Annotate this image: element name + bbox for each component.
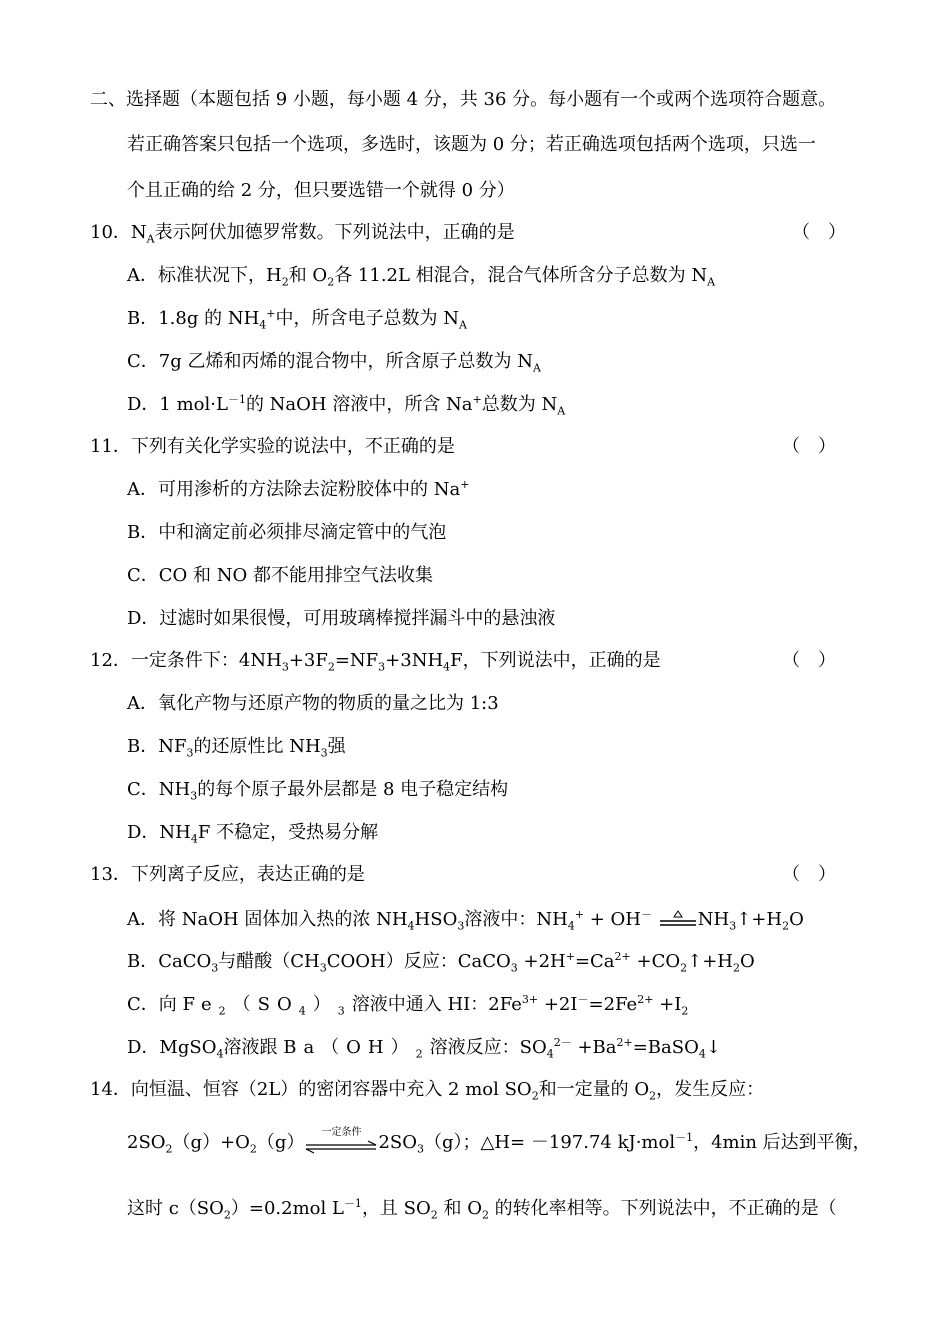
reversible-arrow: 一定条件 [304, 1130, 378, 1156]
answer-paren: （ ） [782, 650, 836, 671]
answer-paren: （ ） [792, 222, 846, 243]
q14-equation: $2SO_2(g)+O_2(g)$ 一定条件 $2SO_3(g)$；△H= －197.74 kJ·mol$^{-1}$，4min 后达到平衡， [127, 1127, 871, 1156]
q11-option-b: B．中和滴定前必须排尽滴定管中的气泡 [127, 522, 447, 543]
heat-equals-sign [658, 910, 698, 930]
q12-option-b: B．$NF_3$的还原性比 $NH_3$强 [127, 736, 346, 760]
question-12-stem: 12．一定条件下：$4NH_3+3F_2=NF_3+3NH_4F$，下列说法中，正确的是 [90, 650, 661, 674]
q13-option-b: B．CaCO$_3$与醋酸$(CH_3COOH)$反应：CaCO$_3$ $+2H^+=Ca^{2+}$ $+CO_2↑+H_2O$ [127, 950, 755, 975]
q12-option-c: C．$NH_3$的每个原子最外层都是 8 电子稳定结构 [127, 779, 509, 803]
q10-option-c: C．7g 乙烯和丙烯的混合物中，所含原子总数为 $N_A$ [127, 351, 541, 375]
q13-option-c: C．向 $Fe_2(SO_4)_3$溶液中通入 HI：$2Fe^{3+} +2I^-=2Fe^{2+} +I_2$ [127, 993, 689, 1018]
q12-option-a: A．氧化产物与还原产物的物质的量之比为 1:3 [127, 693, 499, 714]
q11-option-c: C．CO 和 NO 都不能用排空气法收集 [127, 565, 433, 586]
answer-paren: （ ） [782, 864, 836, 885]
question-11-stem: 11．下列有关化学实验的说法中，不正确的是 [90, 436, 455, 457]
q11-option-a: A．可用渗析的方法除去淀粉胶体中的 Na+ [127, 478, 470, 500]
question-13-stem: 13．下列离子反应，表达正确的是 [90, 864, 365, 885]
question-14-stem: 14．向恒温、恒容（2L）的密闭容器中充入 2 mol $SO_2$和一定量的 $O_2$，发生反应： [90, 1079, 765, 1103]
q10-option-d: D．1 $mol\cdot L^{-1}$的 NaOH 溶液中，所含 Na+总数为 $N_A$ [127, 393, 566, 418]
section-header-line3: 个且正确的给 2 分，但只要选错一个就得 0 分） [127, 180, 515, 201]
section-header-line1: 二、选择题（本题包括 9 小题，每小题 4 分，共 36 分。每小题有一个或两个选项符合题意。 [90, 89, 837, 110]
q10-option-b: B．1.8g 的 $NH_4^+$中，所含电子总数为 $N_A$ [127, 307, 467, 332]
question-number: 13． [90, 864, 131, 885]
question-number: 10． [90, 222, 131, 243]
q13-option-d: D．MgSO$_4$溶液跟 $Ba(OH)_2$溶液反应：$SO_4^{2-}$ $+Ba^{2+}=BaSO_4↓$ [127, 1036, 721, 1061]
answer-paren: （ ） [782, 436, 836, 457]
q11-option-d: D．过滤时如果很慢，可用玻璃棒搅拌漏斗中的悬浊液 [127, 608, 556, 629]
question-number: 11． [90, 436, 131, 457]
q14-continuation: 这时 $c(SO_2)=0.2mol$ $L^{-1}$，且 $SO_2$ 和 $O_2$ 的转化率相等。下列说法中，不正确的是（ [127, 1197, 837, 1222]
q13-option-a: A．将 NaOH 固体加入热的浓 $NH_4HSO_3$溶液中：$NH_4^+ + OH^-$ $NH_3↑+H_2O$ [127, 908, 804, 933]
question-10-stem: 10．$N_A$表示阿伏加德罗常数。下列说法中，正确的是 [90, 222, 515, 246]
q12-option-d: D．$NH_4F$ 不稳定，受热易分解 [127, 822, 379, 846]
section-header-line2: 若正确答案只包括一个选项，多选时，该题为 0 分；若正确选项包括两个选项，只选一 [127, 134, 816, 155]
q10-option-a: A．标准状况下，$H_2$和 $O_2$各 11.2L 相混合，混合气体所含分子总数为 $N_A$ [127, 265, 716, 289]
